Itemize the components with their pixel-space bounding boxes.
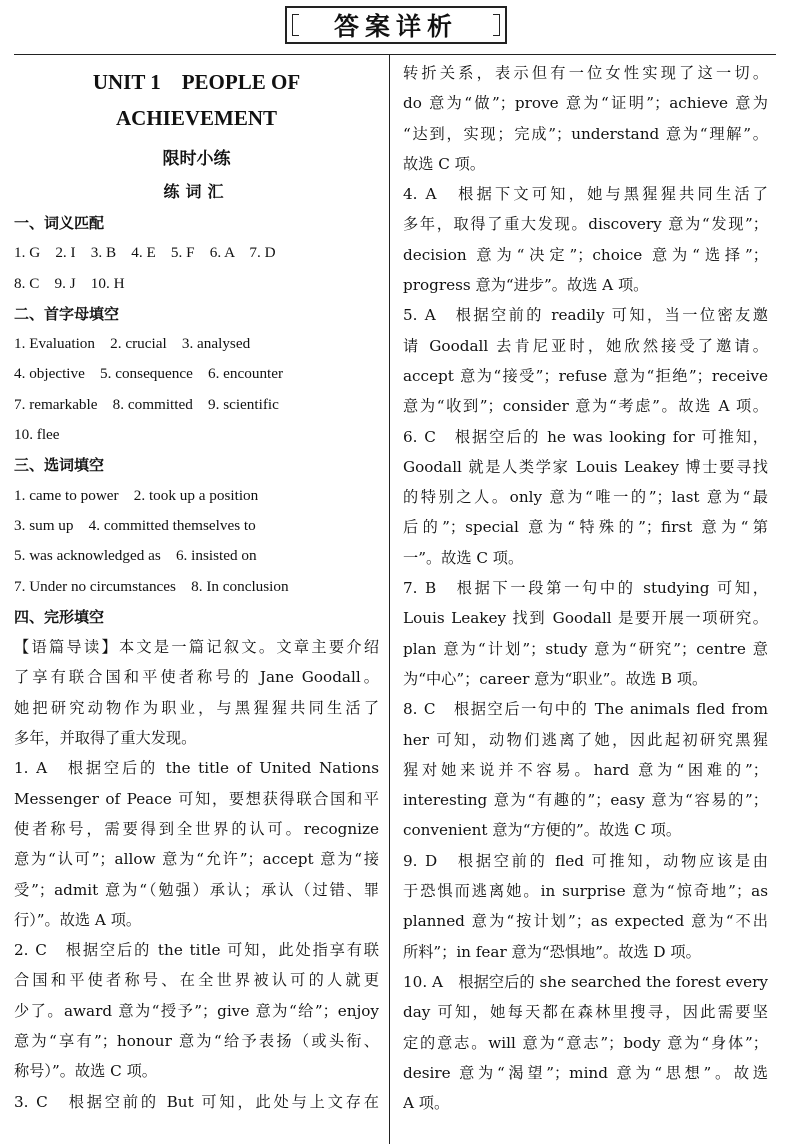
right-text-lines bbox=[403, 58, 768, 1118]
right-text-line: 的特别之人。only 意为“唯一的”；last 意为“最 bbox=[403, 488, 768, 507]
right-text-line: do 意为“做”；prove 意为“证明”；achieve 意为 bbox=[403, 94, 768, 113]
left-text-line: Messenger of Peace 可知，要想获得联合国和平 bbox=[14, 789, 379, 808]
right-text-line: 7. B 根据下一段第一句中的 studying 可知， bbox=[403, 579, 768, 598]
right-text-line: planned 意为“按计划”；as expected 意为“不出 bbox=[403, 912, 768, 931]
left-text-line: 二、首字母填空 bbox=[14, 304, 120, 323]
right-text-line: desire 意为“渴望”；mind 意为“思想”。故选 bbox=[403, 1063, 768, 1082]
left-text-line: 合国和平使者称号、在全世界被认可的人就更 bbox=[14, 971, 379, 990]
right-text-line: 意为“收到”；consider 意为“考虑”。故选 A 项。 bbox=[403, 397, 768, 416]
unit-title-line-1: UNIT 1 PEOPLE OF bbox=[92, 70, 301, 94]
right-text-line: day 可知，她每天都在森林里搜寻，因此需要坚 bbox=[403, 1003, 768, 1022]
right-text-line: 一”。故选 C 项。 bbox=[403, 548, 524, 567]
right-text-line: 后的”；special 意为“特殊的”；first 意为“第 bbox=[403, 518, 768, 537]
right-text-line: decision 意为“决定”；choice 意为“选择”； bbox=[403, 245, 768, 264]
left-text-line: 10. flee bbox=[14, 426, 60, 444]
left-text-line: 7. Under no circumstances 8. In conclusion bbox=[14, 577, 289, 595]
right-text-line: A 项。 bbox=[403, 1094, 450, 1113]
left-text-line: 7. remarkable 8. committed 9. scientific bbox=[14, 395, 279, 413]
left-text-line: 1. G 2. I 3. B 4. E 5. F 6. A 7. D bbox=[14, 244, 276, 262]
section-subtitle: 练词汇 bbox=[163, 182, 230, 201]
left-text-line: 一、词义匹配 bbox=[14, 214, 105, 232]
left-text-line: 意为“享有”；honour 意为“给予表扬（或头衔、 bbox=[14, 1032, 379, 1051]
left-column bbox=[14, 58, 379, 1117]
left-text-line: 【语篇导读】本文是一篇记叙文。文章主要介绍 bbox=[14, 638, 379, 657]
left-text-line: 3. C 根据空前的 But 可知，此处与上文存在 bbox=[14, 1092, 379, 1111]
left-text-line: 2. C 根据空后的 the title 可知，此处指享有联 bbox=[14, 941, 379, 960]
right-text-line: 于恐惧而逃离她。in surprise 意为“惊奇地”；as bbox=[403, 882, 768, 901]
right-text-line: convenient 意为“方便的”。故选 C 项。 bbox=[403, 821, 682, 840]
right-text-line: her 可知，动物们逃离了她，因此起初研究黑猩 bbox=[403, 730, 768, 749]
section-title: 限时小练 bbox=[162, 149, 231, 169]
left-text-line: 5. was acknowledged as 6. insisted on bbox=[14, 547, 257, 565]
column-divider bbox=[389, 54, 390, 1144]
unit-title-line-2: ACHIEVEMENT bbox=[115, 106, 278, 130]
left-text-line: 3. sum up 4. committed themselves to bbox=[14, 516, 256, 534]
right-column bbox=[403, 58, 768, 1118]
right-text-line: 6. C 根据空后的 he was looking for 可推知， bbox=[403, 427, 768, 446]
right-text-line: 多年，取得了重大发现。discovery 意为“发现”； bbox=[403, 215, 768, 234]
left-text-line: 受”；admit 意为“（勉强）承认；承认（过错、罪 bbox=[14, 880, 379, 899]
right-text-line: “达到，实现；完成”；understand 意为“理解”。 bbox=[403, 124, 768, 143]
left-text-line: 多年，并取得了重大发现。 bbox=[14, 729, 197, 748]
left-text-line: 4. objective 5. consequence 6. encounter bbox=[14, 365, 284, 383]
right-text-line: 故选 C 项。 bbox=[403, 154, 486, 173]
right-text-line: accept 意为“接受”；refuse 意为“拒绝”；receive bbox=[403, 366, 768, 385]
right-text-line: plan 意为“计划”；study 意为“研究”；centre 意 bbox=[403, 639, 768, 658]
left-text-line: 8. C 9. J 10. H bbox=[14, 274, 125, 292]
left-text-line: 1. A 根据空后的 the title of United Nations bbox=[14, 759, 379, 778]
right-text-line: 10. A 根据空后的 she searched the forest every bbox=[403, 972, 768, 991]
left-text-line: 使者称号，需要得到全世界的认可。recognize bbox=[14, 819, 379, 838]
left-text-line: 1. Evaluation 2. crucial 3. analysed bbox=[14, 335, 251, 353]
right-text-line: 所料”；in fear 意为“恐惧地”。故选 D 项。 bbox=[403, 942, 701, 961]
right-text-line: 5. A 根据空前的 readily 可知，当一位密友邀 bbox=[403, 306, 768, 325]
right-text-line: Louis Leakey 找到 Goodall 是要开展一项研究。 bbox=[403, 609, 768, 628]
left-text-line: 了享有联合国和平使者称号的 Jane Goodall。 bbox=[14, 668, 379, 687]
right-text-line: 猩对她来说并不容易。hard 意为“困难的”； bbox=[403, 760, 768, 779]
left-text-lines bbox=[14, 208, 379, 1117]
right-text-line: progress 意为“进步”。故选 A 项。 bbox=[403, 276, 649, 295]
right-text-line: 4. A 根据下文可知，她与黑猩猩共同生活了 bbox=[403, 185, 768, 204]
left-text-line: 意为“认可”；allow 意为“允许”；accept 意为“接 bbox=[14, 850, 379, 869]
left-text-line: 三、选词填空 bbox=[14, 456, 105, 475]
right-text-line: 9. D 根据空前的 fled 可推知，动物应该是由 bbox=[403, 851, 768, 870]
right-text-line: 为“中心”；career 意为“职业”。故选 B 项。 bbox=[403, 669, 708, 688]
right-text-line: interesting 意为“有趣的”；easy 意为“容易的”； bbox=[403, 791, 768, 810]
banner-title: 答案详析 bbox=[333, 12, 458, 41]
left-text-line: 四、完形填空 bbox=[14, 607, 105, 626]
left-text-line: 1. came to power 2. took up a position bbox=[14, 486, 259, 504]
right-text-line: Goodall 就是人类学家 Louis Leakey 博士要寻找 bbox=[403, 457, 768, 476]
right-text-line: 转折关系，表示但有一位女性实现了这一切。 bbox=[403, 64, 768, 82]
right-text-line: 请 Goodall 去肯尼亚时，她欣然接受了邀请。 bbox=[403, 336, 768, 355]
right-text-line: 定的意志。will 意为“意志”；body 意为“身体”； bbox=[403, 1033, 768, 1052]
left-text-line: 少了。award 意为“授予”；give 意为“给”；enjoy bbox=[14, 1001, 379, 1020]
left-text-line: 行）”。故选 A 项。 bbox=[14, 910, 142, 929]
header-rule bbox=[14, 54, 776, 55]
answer-analysis-banner bbox=[285, 6, 507, 44]
left-text-line: 称号）”。故选 C 项。 bbox=[14, 1062, 157, 1081]
right-text-line: 8. C 根据空后一句中的 The animals fled from bbox=[403, 700, 768, 719]
left-text-line: 她把研究动物作为职业，与黑猩猩共同生活了 bbox=[14, 698, 379, 717]
